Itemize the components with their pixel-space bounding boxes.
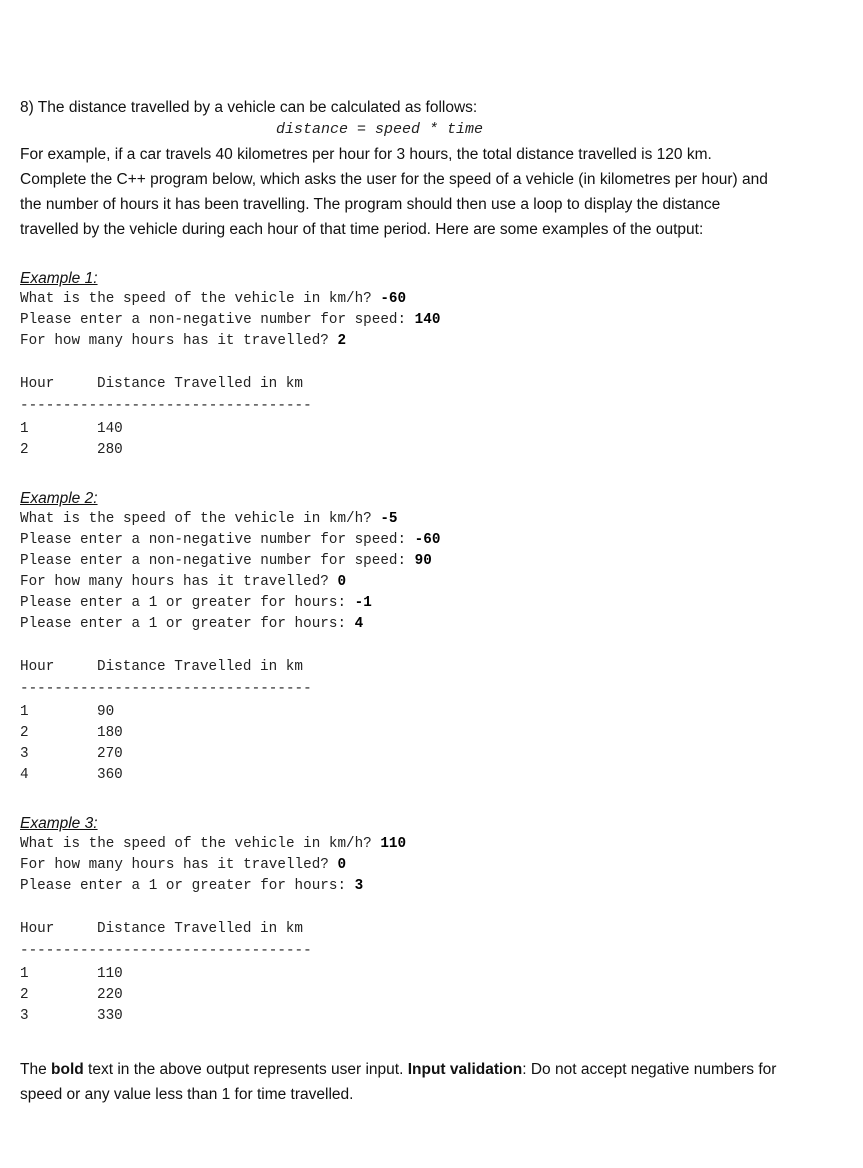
output-table [20,919,780,1027]
example-2 [20,489,780,786]
table-header [20,919,780,940]
cell-distance: 90 [97,704,115,720]
cell-hour: 1 [20,704,29,720]
cell-hour: 3 [20,1008,29,1024]
footer-bold-1: bold [51,1061,84,1078]
cell-distance: 360 [97,767,123,783]
footer-note [20,1057,780,1107]
console-prompt: Please enter a non-negative number for speed: [20,553,415,569]
example-3 [20,814,780,1027]
header-distance: Distance Travelled in km [97,921,303,937]
user-input: 2 [337,333,347,349]
console-prompt: Please enter a 1 or greater for hours: [20,878,355,894]
cell-hour: 1 [20,421,29,437]
user-input: 140 [414,312,441,328]
console-prompt: For how many hours has it travelled? [20,333,338,349]
console-prompt: What is the speed of the vehicle in km/h? [20,291,381,307]
user-input: 3 [354,878,364,894]
table-row [20,765,780,786]
console-line [20,551,780,572]
example-title: Example 2: [20,490,98,507]
output-table [20,657,780,786]
cell-hour: 2 [20,987,29,1003]
cell-hour: 1 [20,966,29,982]
table-row [20,985,780,1006]
table-row [20,440,780,461]
cell-distance: 220 [97,987,123,1003]
console-prompt: Please enter a non-negative number for speed: [20,532,415,548]
table-row [20,1006,780,1027]
footer-text-2: text in the above output represents user input. [83,1061,408,1078]
footer-bold-2: Input validation [407,1061,523,1078]
console-prompt: For how many hours has it travelled? [20,857,338,873]
user-input: 4 [354,616,364,632]
header-distance: Distance Travelled in km [97,659,303,675]
table-row [20,702,780,723]
console-prompt: Please enter a 1 or greater for hours: [20,616,355,632]
console-prompt: What is the speed of the vehicle in km/h? [20,836,381,852]
cell-hour: 4 [20,767,29,783]
examples-container [20,269,780,1027]
table-row [20,419,780,440]
user-input: -60 [380,291,407,307]
table-separator: ---------------------------------- [20,943,312,959]
table-header [20,374,780,395]
console-line [20,572,780,593]
cell-hour: 2 [20,442,29,458]
cell-hour: 2 [20,725,29,741]
header-distance: Distance Travelled in km [97,376,303,392]
console-line [20,855,780,876]
console-prompt: For how many hours has it travelled? [20,574,338,590]
user-input: 0 [337,574,347,590]
example-title: Example 3: [20,815,98,832]
console-prompt: Please enter a 1 or greater for hours: [20,595,355,611]
user-input: 0 [337,857,347,873]
user-input: -60 [414,532,441,548]
question-page [20,95,780,1107]
table-row [20,964,780,985]
console-prompt: What is the speed of the vehicle in km/h? [20,511,381,527]
header-hour: Hour [20,921,55,937]
table-row [20,723,780,744]
console-line [20,289,780,310]
question-description: For example, if a car travels 40 kilometres per hour for 3 hours, the total distance travelled is 120 km. Complete the C++ program below, which asks the user for the speed of a vehicle (in kilometres per hour) and the number of hours it has been travelling. The program should then use a loop to display the distance travelled by the vehicle during each hour of that time period. Here are some examples of the output: [20,146,768,238]
cell-hour: 3 [20,746,29,762]
user-input: 110 [380,836,407,852]
example-title: Example 1: [20,270,98,287]
formula: distance = speed * time [276,121,484,138]
example-1 [20,269,780,461]
footer-text-1: The [20,1061,52,1078]
cell-distance: 330 [97,1008,123,1024]
console-line [20,593,780,614]
output-table [20,374,780,461]
user-input: -5 [380,511,398,527]
cell-distance: 270 [97,746,123,762]
console-line [20,530,780,551]
console-prompt: Please enter a non-negative number for speed: [20,312,415,328]
console-line [20,310,780,331]
user-input: 90 [414,553,432,569]
user-input: -1 [354,595,372,611]
console-line [20,331,780,352]
table-row [20,744,780,765]
question-intro: 8) The distance travelled by a vehicle can be calculated as follows: [20,99,478,116]
cell-distance: 140 [97,421,123,437]
console-line [20,834,780,855]
console-line [20,614,780,635]
header-hour: Hour [20,659,55,675]
cell-distance: 110 [97,966,123,982]
cell-distance: 180 [97,725,123,741]
cell-distance: 280 [97,442,123,458]
table-header [20,657,780,678]
console-line [20,509,780,530]
table-separator: ---------------------------------- [20,398,312,414]
console-line [20,876,780,897]
footer-text-3: : Do not accept negative numbers for speed or any value less than 1 for time travelled. [20,1061,777,1103]
header-hour: Hour [20,376,55,392]
table-separator: ---------------------------------- [20,681,312,697]
